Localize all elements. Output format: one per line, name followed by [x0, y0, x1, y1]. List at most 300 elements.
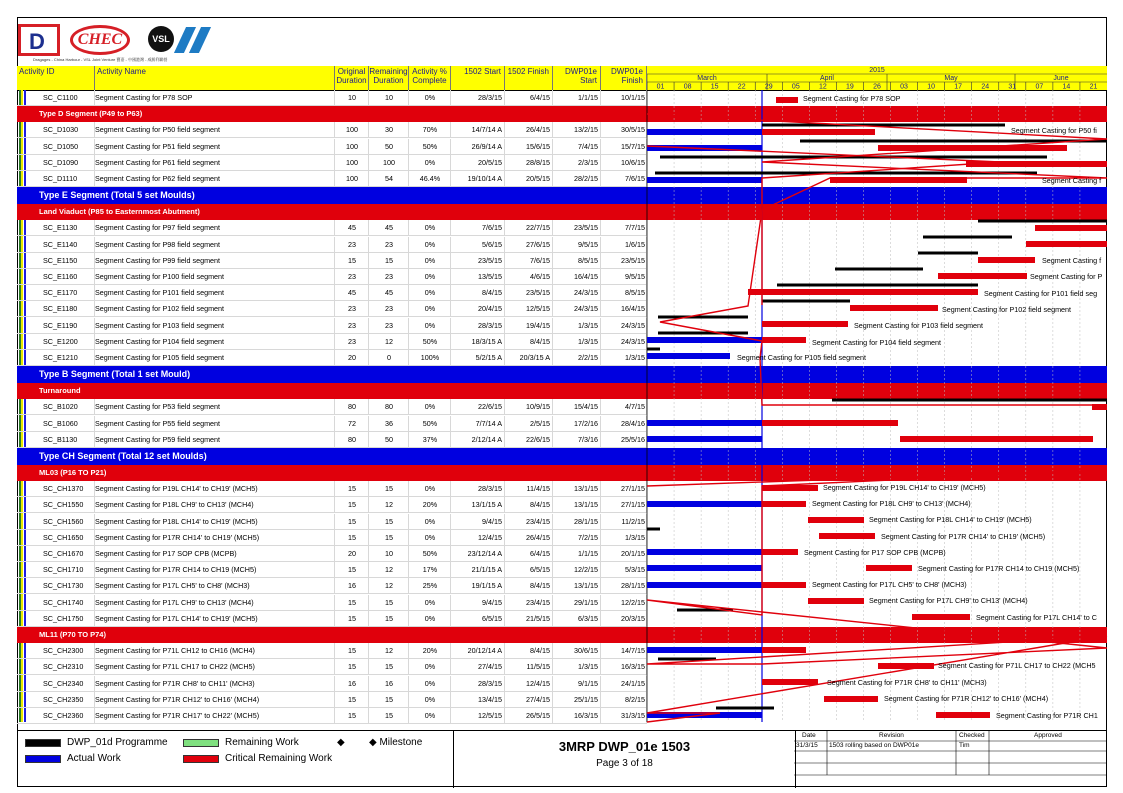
cell-pct: 0% [424, 484, 436, 494]
cell-f: 27/6/15 [526, 239, 550, 249]
cell-pct: 70% [422, 125, 438, 135]
cell-id: SC_E1140 [43, 239, 78, 249]
cell-df: 30/5/15 [621, 125, 645, 135]
cell-rd: 15 [385, 516, 393, 526]
cell-name: Segment Casting for P105 field segment [95, 353, 225, 362]
cell-f: 20/3/15 A [519, 353, 550, 362]
cell-s: 5/2/15 A [475, 353, 502, 362]
cell-df: 20/1/15 [621, 549, 645, 558]
cell-f: 20/5/15 [526, 174, 550, 183]
cell-pct: 0% [424, 694, 436, 704]
cell-f: 8/4/15 [530, 500, 550, 510]
rev-header-approved: Approved [1034, 732, 1062, 739]
cell-rd: 23 [385, 320, 393, 330]
table-row[interactable] [17, 497, 647, 513]
cell-df: 23/5/15 [621, 255, 645, 265]
cell-df: 5/3/15 [625, 565, 645, 575]
cell-pct: 0% [424, 597, 436, 607]
table-row[interactable] [17, 220, 647, 236]
table-row[interactable] [17, 643, 647, 659]
cell-rd: 10 [385, 549, 393, 558]
cell-rd: 15 [385, 711, 393, 720]
cell-od: 16 [348, 581, 356, 591]
rev-header-date: Date [802, 732, 816, 739]
cell-od: 20 [348, 549, 356, 558]
cell-ds: 1/3/15 [578, 662, 598, 672]
subgroup-band[interactable]: Turnaround [17, 383, 1107, 399]
cell-df: 28/1/15 [621, 581, 645, 591]
cell-name: Segment Casting for P18L CH9' to CH13' (MCH4) [95, 500, 254, 510]
cell-pct: 20% [422, 500, 438, 510]
timescale-week: 22 [737, 83, 746, 90]
cell-name: Segment Casting for P98 field segment [95, 239, 221, 249]
cell-id: SC_E1210 [43, 353, 78, 362]
table-row[interactable] [17, 269, 647, 285]
legend-actual-swatch [25, 755, 61, 763]
cell-f: 22/6/15 [526, 434, 550, 444]
logo-group [18, 20, 210, 60]
bar-label: Segment Casting for P104 field segment [812, 338, 942, 347]
cell-f: 28/8/15 [526, 157, 550, 167]
cell-df: 1/3/15 [625, 353, 645, 362]
cell-s: 27/4/15 [478, 662, 502, 672]
bar-label: Segment Casting for P17R CH14' to CH19' (MCH5) [881, 532, 1046, 541]
cell-rd: 36 [385, 418, 393, 428]
table-row[interactable] [17, 514, 647, 530]
table-row[interactable] [17, 611, 647, 627]
cell-s: 23/5/15 [478, 255, 502, 265]
cell-ds: 25/1/15 [574, 694, 598, 704]
cell-rd: 12 [385, 565, 393, 575]
cell-s: 20/4/15 [478, 304, 502, 314]
cell-od: 45 [348, 223, 356, 233]
table-row[interactable] [17, 530, 647, 546]
cell-s: 9/4/15 [482, 597, 502, 607]
table-row[interactable] [17, 171, 647, 187]
cell-s: 19/10/14 A [467, 174, 502, 183]
cell-f: 12/4/15 [526, 678, 550, 688]
cell-od: 23 [348, 304, 356, 314]
cell-ds: 1/1/15 [578, 549, 598, 558]
cell-df: 24/3/15 [621, 320, 645, 330]
cell-name: Segment Casting for P99 field segment [95, 255, 221, 265]
cell-rd: 15 [385, 613, 393, 623]
cell-od: 23 [348, 320, 356, 330]
bar-label: Segment Casting for P17L CH14' to C [976, 613, 1097, 622]
cell-pct: 0% [424, 255, 436, 265]
cell-rd: 15 [385, 484, 393, 494]
table-row[interactable] [17, 659, 647, 675]
table-row[interactable] [17, 90, 647, 106]
cell-id: SC_CH1730 [43, 581, 84, 591]
cell-od: 16 [348, 678, 356, 688]
cell-df: 24/3/15 [621, 336, 645, 346]
cell-id: SC_B1020 [43, 402, 78, 412]
bar-label: Segment Casting for P103 field segment [854, 321, 984, 330]
bar-label: Segment Casting for P50 fi [1011, 126, 1097, 135]
bar-label: Segment Casting for P71R CH8' to CH11' (MCH3) [827, 678, 987, 687]
cell-s: 13/5/15 [478, 272, 502, 281]
cell-df: 8/5/15 [625, 288, 645, 298]
cell-od: 100 [346, 174, 358, 183]
cell-ds: 9/1/15 [578, 678, 598, 688]
cell-id: SC_D1090 [43, 157, 79, 167]
cell-s: 13/4/15 [478, 694, 502, 704]
cell-name: Segment Casting for P17L CH9' to CH13' (MCH4) [95, 597, 254, 607]
cell-id: SC_CH2340 [43, 678, 84, 688]
cell-df: 1/6/15 [625, 239, 645, 249]
cell-id: SC_CH2300 [43, 646, 84, 656]
cell-name: Segment Casting for P17R CH14 to CH19 (MCH5) [95, 565, 257, 575]
bar-label: Segment Casting for P17R CH14 to CH19 (MCH5) [918, 564, 1080, 573]
subgroup-band[interactable]: ML11 (P70 TO P74) [17, 627, 1107, 643]
cell-f: 27/4/15 [526, 694, 550, 704]
cell-od: 20 [348, 353, 356, 362]
subgroup-band[interactable]: Land Viaduct (P85 to Easternmost Abutment) [17, 204, 1107, 220]
table-row[interactable] [17, 432, 647, 448]
cell-id: SC_B1130 [43, 434, 78, 444]
col-1502-finish[interactable]: 1502 Finish [505, 66, 553, 90]
legend-critical-swatch [183, 755, 219, 763]
table-row[interactable] [17, 139, 647, 155]
cell-pct: 0% [424, 239, 436, 249]
title-box [453, 731, 796, 788]
col-activity-pct[interactable]: Activity % Complete [409, 66, 451, 90]
cell-s: 28/3/15 [478, 678, 502, 688]
cell-pct: 0% [424, 678, 436, 688]
timescale-year: 2015 [869, 67, 885, 74]
cell-id: SC_E1150 [43, 255, 78, 265]
cell-ds: 13/2/15 [574, 125, 598, 135]
timescale-month: April [819, 75, 835, 82]
col-original-duration[interactable]: Original Duration [335, 66, 369, 90]
timescale-svg [647, 66, 1107, 90]
cell-name: Segment Casting for P71R CH17' to CH22' (MCH5) [95, 711, 260, 720]
cell-id: SC_CH1710 [43, 565, 84, 575]
rev-checked: Tim [959, 742, 970, 749]
cell-od: 15 [348, 646, 356, 656]
col-activity-name[interactable]: Activity Name [95, 66, 335, 90]
cell-df: 8/2/15 [625, 694, 645, 704]
cell-ds: 7/2/15 [578, 532, 598, 542]
logo-subtitle: Dragages - China Harbour - VSL Joint Venture 寶嘉 - 中國港灣 - 威勝利聯營 [33, 57, 168, 62]
cell-pct: 0% [424, 320, 436, 330]
timescale-week: 31 [1008, 83, 1017, 90]
cell-rd: 45 [385, 223, 393, 233]
cell-f: 6/5/15 [530, 565, 550, 575]
cell-s: 22/6/15 [478, 402, 502, 412]
table-row[interactable] [17, 253, 647, 269]
cell-pct: 0% [424, 613, 436, 623]
cell-f: 8/4/15 [530, 646, 550, 656]
cell-pct: 0% [424, 402, 436, 412]
cell-f: 11/5/15 [526, 662, 550, 672]
cell-f: 26/5/15 [526, 711, 550, 720]
cell-pct: 25% [422, 581, 438, 591]
cell-od: 15 [348, 255, 356, 265]
cell-id: SC_CH1670 [43, 549, 84, 558]
cell-ds: 6/3/15 [578, 613, 598, 623]
cell-pct: 50% [422, 549, 438, 558]
cell-s: 2/12/14 A [471, 434, 502, 444]
cell-ds: 2/2/15 [578, 353, 598, 362]
cell-od: 23 [348, 336, 356, 346]
cell-df: 27/1/15 [621, 484, 645, 494]
cell-name: Segment Casting for P62 field segment [95, 174, 221, 183]
group-band[interactable]: Type B Segment (Total 1 set Mould) [17, 366, 1107, 383]
cell-id: SC_CH2360 [43, 711, 84, 720]
cell-s: 5/6/15 [482, 239, 502, 249]
cell-f: 23/4/15 [526, 516, 550, 526]
cell-s: 12/4/15 [478, 532, 502, 542]
table-row[interactable] [17, 318, 647, 334]
cell-name: Segment Casting for P51 field segment [95, 141, 221, 151]
cell-ds: 13/1/15 [574, 484, 598, 494]
timescale-week: 19 [846, 83, 854, 90]
table-row[interactable] [17, 708, 647, 724]
cell-rd: 12 [385, 581, 393, 591]
table-row[interactable] [17, 562, 647, 578]
group-band[interactable]: Type E Segment (Total 5 set Moulds) [17, 187, 1107, 204]
cell-f: 8/4/15 [530, 336, 550, 346]
cell-rd: 45 [385, 288, 393, 298]
cell-pct: 0% [424, 223, 436, 233]
legend-remaining: Remaining Work [183, 737, 299, 748]
cell-od: 23 [348, 239, 356, 249]
cell-df: 12/2/15 [621, 597, 645, 607]
legend-milestone-a: ◆ [337, 737, 345, 748]
cell-name: Segment Casting for P17 SOP CPB (MCPB) [95, 549, 237, 558]
cell-ds: 16/3/15 [574, 711, 598, 720]
cell-f: 19/4/15 [526, 320, 550, 330]
cell-id: SC_E1170 [43, 288, 78, 298]
cell-od: 15 [348, 613, 356, 623]
cell-df: 14/7/15 [621, 646, 645, 656]
cell-id: SC_CH2310 [43, 662, 84, 672]
cell-ds: 30/6/15 [574, 646, 598, 656]
cell-od: 15 [348, 565, 356, 575]
cell-ds: 1/3/15 [578, 320, 598, 330]
cell-id: SC_CH1560 [43, 516, 84, 526]
cell-ds: 28/1/15 [574, 516, 598, 526]
cell-ds: 24/3/15 [574, 304, 598, 314]
bar-label: Segment Casting for P18L CH9' to CH13' (MCH4) [812, 499, 971, 508]
col-remaining-duration[interactable]: Remaining Duration [369, 66, 409, 90]
cell-od: 45 [348, 288, 356, 298]
cell-od: 15 [348, 516, 356, 526]
cell-id: SC_CH2350 [43, 694, 84, 704]
page-number: Page 3 of 18 [596, 758, 653, 769]
cell-s: 6/5/15 [482, 613, 502, 623]
table-row[interactable] [17, 285, 647, 301]
cell-f: 4/6/15 [530, 272, 550, 281]
table-row[interactable] [17, 399, 647, 415]
cell-id: SC_E1130 [43, 223, 78, 233]
cell-ds: 1/3/15 [578, 336, 598, 346]
timescale-month: June [1053, 75, 1069, 82]
cell-s: 7/7/14 A [475, 418, 502, 428]
cell-id: SC_CH1650 [43, 532, 84, 542]
cell-name: Segment Casting for P71L CH12 to CH16 (MCH4) [95, 646, 255, 656]
cell-od: 80 [348, 402, 356, 412]
table-row[interactable] [17, 155, 647, 171]
cell-s: 21/1/15 A [471, 565, 502, 575]
cell-pct: 0% [424, 662, 436, 672]
cell-rd: 50 [385, 434, 393, 444]
bar-label: Segment Casting for P19L CH14' to CH19' (MCH5) [823, 483, 986, 492]
cell-rd: 10 [385, 93, 393, 102]
cell-name: Segment Casting for P71R CH12' to CH16' (MCH4) [95, 694, 260, 704]
col-dwp-start[interactable]: DWP01e Start [553, 66, 601, 90]
cell-od: 15 [348, 662, 356, 672]
cell-rd: 15 [385, 694, 393, 704]
cell-pct: 46.4% [419, 174, 441, 183]
timescale-month: May [944, 75, 958, 82]
cell-od: 15 [348, 484, 356, 494]
table-row[interactable] [17, 237, 647, 253]
cell-name: Segment Casting for P71L CH17 to CH22 (MCH5) [95, 662, 255, 672]
cell-ds: 28/2/15 [574, 174, 598, 183]
bar-label: Segment Casting f [1042, 256, 1102, 265]
cell-f: 22/7/15 [526, 223, 550, 233]
timescale-week: 08 [683, 83, 692, 90]
cell-s: 23/12/14 A [467, 549, 502, 558]
subgroup-band[interactable]: ML03 (P16 TO P21) [17, 465, 1107, 481]
cell-id: SC_CH1740 [43, 597, 84, 607]
col-1502-start[interactable]: 1502 Start [451, 66, 505, 90]
cell-id: SC_D1030 [43, 125, 79, 135]
cell-name: Segment Casting for P17R CH14' to CH19' (MCH5) [95, 532, 260, 542]
table-row[interactable] [17, 350, 647, 366]
cell-name: Segment Casting for P97 field segment [95, 223, 221, 233]
cell-f: 6/4/15 [530, 93, 550, 102]
cell-df: 15/7/15 [621, 141, 645, 151]
group-band[interactable]: Type CH Segment (Total 12 set Moulds) [17, 448, 1107, 465]
cell-id: SC_E1160 [43, 272, 78, 281]
cell-f: 7/6/15 [530, 255, 550, 265]
cell-ds: 16/4/15 [574, 272, 598, 281]
table-row[interactable] [17, 416, 647, 432]
cell-od: 100 [346, 157, 358, 167]
cell-s: 13/1/15 A [471, 500, 502, 510]
legend-dwp: DWP_01d Programme [25, 737, 168, 748]
cell-rd: 15 [385, 662, 393, 672]
cell-name: Segment Casting for P17L CH5' to CH8' (MCH3) [95, 581, 250, 591]
cell-df: 31/3/15 [621, 711, 645, 720]
rev-header-revision: Revision [879, 732, 904, 739]
cell-df: 1/3/15 [625, 532, 645, 542]
cell-f: 15/6/15 [526, 141, 550, 151]
cell-pct: 100% [420, 353, 440, 362]
legend-critical: Critical Remaining Work [183, 753, 332, 764]
bar-label: Segment Casting for P102 field segment [942, 305, 1072, 314]
table-row[interactable] [17, 676, 647, 692]
subgroup-band[interactable]: Type D Segment (P49 to P63) [17, 106, 1107, 122]
rev-header-checked: Checked [959, 732, 985, 739]
cell-df: 11/2/15 [621, 516, 645, 526]
bar-label: Segment Casting for P71R CH1 [996, 711, 1098, 720]
cell-f: 26/4/15 [526, 532, 550, 542]
cell-ds: 8/5/15 [578, 255, 598, 265]
table-row[interactable] [17, 334, 647, 350]
table-row[interactable] [17, 122, 647, 138]
cell-od: 100 [346, 141, 358, 151]
cell-df: 20/3/15 [621, 613, 645, 623]
legend-dwp-swatch [25, 739, 61, 747]
cell-ds: 7/4/15 [578, 141, 598, 151]
timescale-week: 03 [900, 83, 908, 90]
cell-rd: 80 [385, 402, 393, 412]
cell-od: 15 [348, 532, 356, 542]
cell-s: 14/7/14 A [471, 125, 502, 135]
cell-rd: 0 [387, 353, 391, 362]
bar-label: Segment Casting f [1042, 176, 1102, 185]
table-row[interactable] [17, 692, 647, 708]
cell-pct: 0% [424, 157, 436, 167]
cell-rd: 12 [385, 336, 393, 346]
cell-s: 19/1/15 A [471, 581, 502, 591]
cell-od: 80 [348, 434, 356, 444]
cell-rd: 23 [385, 239, 393, 249]
cell-rd: 16 [385, 678, 393, 688]
col-activity-id[interactable]: Activity ID [17, 66, 95, 90]
cell-f: 10/9/15 [526, 402, 550, 412]
cell-f: 26/4/15 [526, 125, 550, 135]
cell-rd: 12 [385, 646, 393, 656]
cell-ds: 1/1/15 [578, 93, 598, 102]
cell-f: 12/5/15 [526, 304, 550, 314]
cell-rd: 15 [385, 597, 393, 607]
cell-name: Segment Casting for P19L CH14' to CH19' (MCH5) [95, 484, 258, 494]
cell-ds: 2/3/15 [578, 157, 598, 167]
cell-name: Segment Casting for P50 field segment [95, 125, 221, 135]
legend-actual: Actual Work [25, 753, 121, 764]
revision-grid [794, 731, 1107, 788]
bar-label: Segment Casting for P17 SOP CPB (MCPB) [804, 548, 946, 557]
bar-label: Segment Casting for P71L CH17 to CH22 (MCH5 [938, 661, 1096, 670]
cell-name: Segment Casting for P100 field segment [95, 272, 225, 281]
timescale-week: 15 [710, 83, 719, 90]
cell-od: 15 [348, 694, 356, 704]
cell-rd: 15 [385, 255, 393, 265]
col-dwp-finish[interactable]: DWP01e Finish [601, 66, 647, 90]
table-row[interactable] [17, 481, 647, 497]
cell-od: 15 [348, 500, 356, 510]
vsl-logo: VSL [140, 25, 210, 55]
table-row[interactable] [17, 301, 647, 317]
cell-s: 20/12/14 A [467, 646, 502, 656]
cell-name: Segment Casting for P59 field segment [95, 434, 221, 444]
cell-pct: 0% [424, 711, 436, 720]
cell-id: SC_E1200 [43, 336, 78, 346]
table-row[interactable] [17, 578, 647, 594]
timescale-header [647, 66, 1107, 91]
cell-rd: 12 [385, 500, 393, 510]
chec-logo: CHEC [70, 25, 130, 55]
cell-s: 8/4/15 [482, 288, 502, 298]
cell-s: 28/3/15 [478, 93, 502, 102]
cell-df: 9/5/15 [625, 272, 645, 281]
cell-pct: 50% [422, 336, 438, 346]
cell-od: 72 [348, 418, 356, 428]
cell-id: SC_B1060 [43, 418, 78, 428]
table-row[interactable] [17, 595, 647, 611]
cell-s: 28/3/15 [478, 484, 502, 494]
cell-rd: 30 [385, 125, 393, 135]
cell-id: SC_CH1750 [43, 613, 84, 623]
timescale-week: 01 [656, 83, 665, 90]
table-row[interactable] [17, 546, 647, 562]
